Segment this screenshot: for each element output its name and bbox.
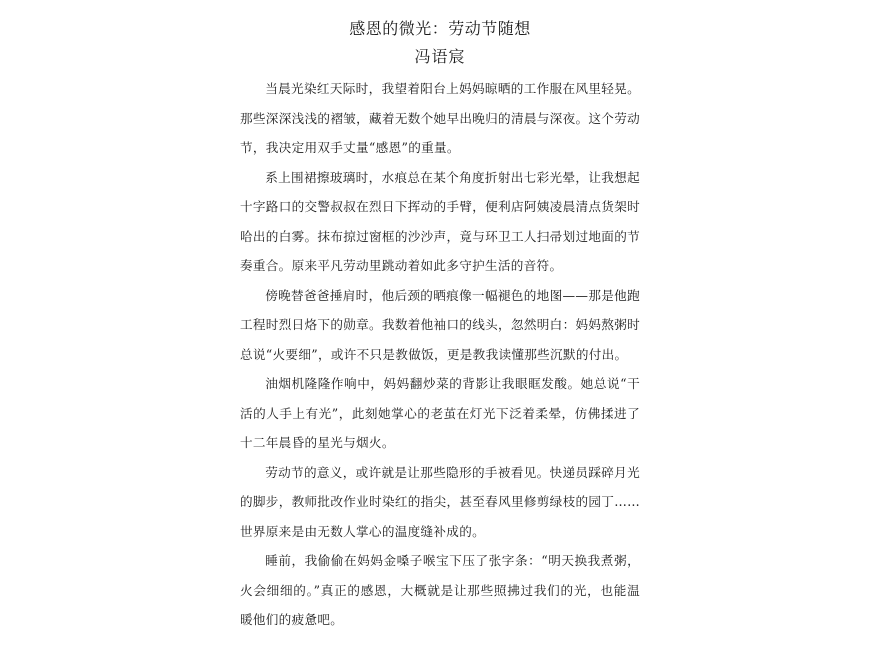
essay-paragraph: 油烟机隆隆作响中，妈妈翻炒菜的背影让我眼眶发酸。她总说“干活的人手上有光”，此刻她掌心的老茧在灯光下泛着柔晕，仿佛揉进了十二年晨昏的星光与烟火。: [240, 376, 640, 450]
essay-page: [240, 14, 640, 635]
essay-paragraph: 系上围裙擦玻璃时，水痕总在某个角度折射出七彩光晕，让我想起十字路口的交警叔叔在烈日下挥动的手臂，便利店阿姨凌晨清点货架时哈出的白雾。抹布掠过窗框的沙沙声，竟与环卫工人扫帚划过地面的节奏重合。原来平凡劳动里跳动着如此多守护生活的音符。: [240, 169, 640, 273]
essay-paragraph: 当晨光染红天际时，我望着阳台上妈妈晾晒的工作服在风里轻晃。那些深深浅浅的褶皱，藏着无数个她早出晚归的清晨与深夜。这个劳动节，我决定用双手丈量“感恩”的重量。: [240, 81, 640, 155]
essay-title: 感恩的微光：劳动节随想: [349, 19, 531, 38]
essay-paragraph: 傍晚替爸爸捶肩时，他后颈的晒痕像一幅褪色的地图——那是他跑工程时烈日烙下的勋章。我数着他袖口的线头，忽然明白：妈妈熬粥时总说“火要细”，或许不只是教做饭，更是教我读懂那些沉默的付出。: [240, 287, 640, 362]
essay-paragraph: 劳动节的意义，或许就是让那些隐形的手被看见。快递员踩碎月光的脚步，教师批改作业时染红的指尖，甚至春风里修剪绿枝的园丁……世界原来是由无数人掌心的温度缝补成的。: [240, 464, 640, 539]
essay-paragraph: 睡前，我偷偷在妈妈金嗓子喉宝下压了张字条：“明天换我煮粥，火会细细的。”真正的感恩，大概就是让那些照拂过我们的光，也能温暖他们的疲惫吧。: [240, 553, 640, 627]
essay-author: 冯语宸: [414, 47, 466, 66]
